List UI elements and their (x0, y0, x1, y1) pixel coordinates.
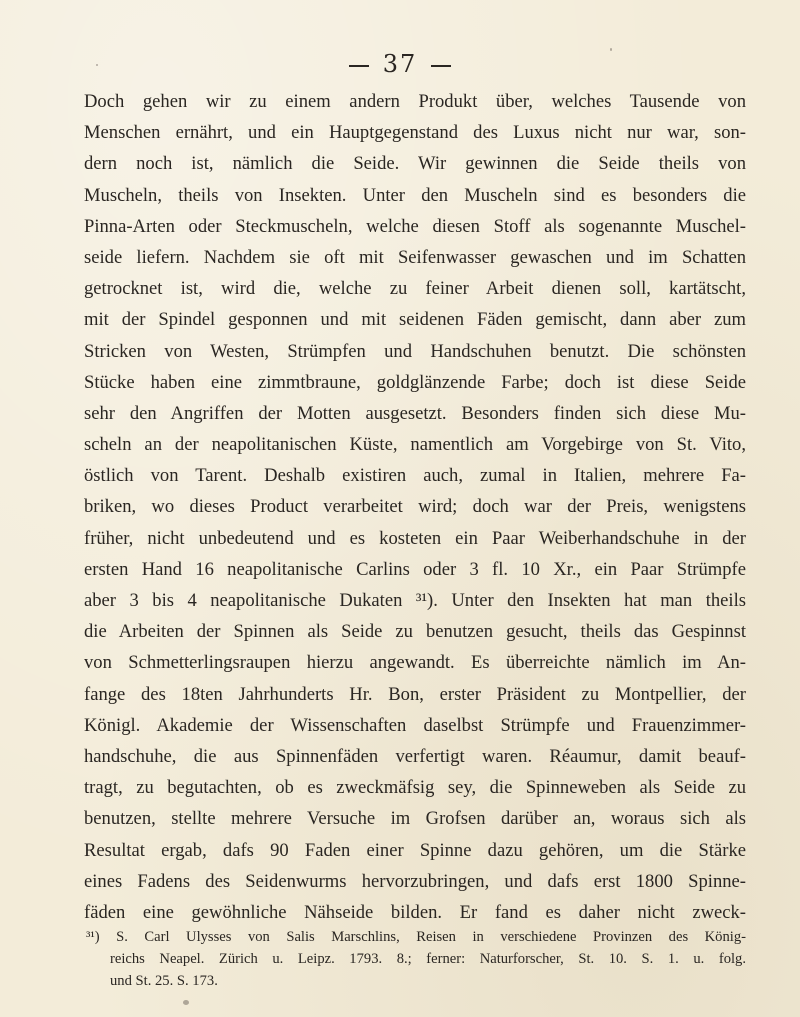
paper-speck (96, 64, 98, 66)
body-line: die Arbeiten der Spinnen als Seide zu benutzen gesucht, theils das Gespinnst (84, 621, 746, 643)
body-line: von Schmetterlingsraupen hierzu angewandt. Es überreichte nämlich im An- (84, 652, 746, 674)
footnote-line: ³¹) S. Carl Ulysses von Salis Marschlins, Reisen in verschiedene Provinzen des König- (86, 929, 746, 945)
body-line: Stricken von Westen, Strümpfen und Handschuhen benutzt. Die schönsten (84, 340, 746, 362)
body-line: getrocknet ist, wird die, welche zu feiner Arbeit dienen soll, kartätscht, (84, 278, 746, 300)
page-header (0, 50, 800, 78)
body-line: Stücke haben eine zimmtbraune, goldglänzende Farbe; doch ist diese Seide (84, 371, 746, 393)
body-line: fange des 18ten Jahrhunderts Hr. Bon, erster Präsident zu Montpellier, der (84, 683, 746, 705)
body-line: Muscheln, theils von Insekten. Unter den Muscheln sind es besonders die (84, 184, 746, 206)
body-line: scheln an der neapolitanischen Küste, namentlich am Vorgebirge von St. Vito, (84, 434, 746, 456)
page-number: 37 (382, 50, 418, 78)
header-dash-right (431, 65, 451, 67)
paper-speck (610, 48, 612, 51)
body-line: seide liefern. Nachdem sie oft mit Seifenwasser gewaschen und im Schatten (84, 246, 746, 268)
body-line: handschuhe, die aus Spinnenfäden verfertigt waren. Réaumur, damit beauf- (84, 745, 746, 767)
body-line: sehr den Angriffen der Motten ausgesetzt. Besonders finden sich diese Mu- (84, 402, 746, 424)
body-line: Resultat ergab, dafs 90 Faden einer Spinne dazu gehören, um die Stärke (84, 839, 746, 861)
body-line: Doch gehen wir zu einem andern Produkt über, welches Tausende von (84, 91, 746, 112)
body-line: mit der Spindel gesponnen und mit seidenen Fäden gemischt, dann aber zum (84, 309, 746, 331)
body-line: eines Fadens des Seidenwurms hervorzubringen, und dafs erst 1800 Spinne- (84, 870, 746, 892)
body-line: Königl. Akademie der Wissenschaften daselbst Strümpfe und Frauenzimmer- (84, 714, 746, 736)
body-line: östlich von Tarent. Deshalb existiren auch, zumal in Italien, mehrere Fa- (84, 465, 746, 487)
paper-speck (183, 1000, 189, 1005)
footnote (86, 926, 746, 992)
header-dash-left (349, 65, 369, 67)
body-line: dern noch ist, nämlich die Seide. Wir gewinnen die Seide theils von (84, 153, 746, 175)
body-line: Menschen ernährt, und ein Hauptgegenstand des Luxus nicht nur war, son- (84, 122, 746, 144)
body-line: aber 3 bis 4 neapolitanische Dukaten ³¹). Unter den Insekten hat man theils (84, 590, 746, 611)
footnote-line: reichs Neapel. Zürich u. Leipz. 1793. 8.; ferner: Naturforscher, St. 10. S. 1. u. folg. (110, 951, 746, 967)
body-line: ersten Hand 16 neapolitanische Carlins oder 3 fl. 10 Xr., ein Paar Strümpfe (84, 558, 746, 580)
body-line: Pinna-Arten oder Steckmuscheln, welche diesen Stoff als sogenannte Muschel- (84, 215, 746, 237)
body-line: benutzen, stellte mehrere Versuche im Grofsen darüber an, woraus sich als (84, 808, 746, 830)
body-line: tragt, zu begutachten, ob es zweckmäfsig sey, die Spinneweben als Seide zu (84, 777, 746, 799)
body-line: briken, wo dieses Product verarbeitet wird; doch war der Preis, wenigstens (84, 496, 746, 518)
body-line: früher, nicht unbedeutend und es kosteten ein Paar Weiberhandschuhe in der (84, 527, 746, 549)
body-text (84, 86, 746, 928)
body-line: fäden eine gewöhnliche Nähseide bilden. Er fand es daher nicht zweck- (84, 901, 746, 923)
footnote-line: und St. 25. S. 173. (110, 973, 218, 989)
